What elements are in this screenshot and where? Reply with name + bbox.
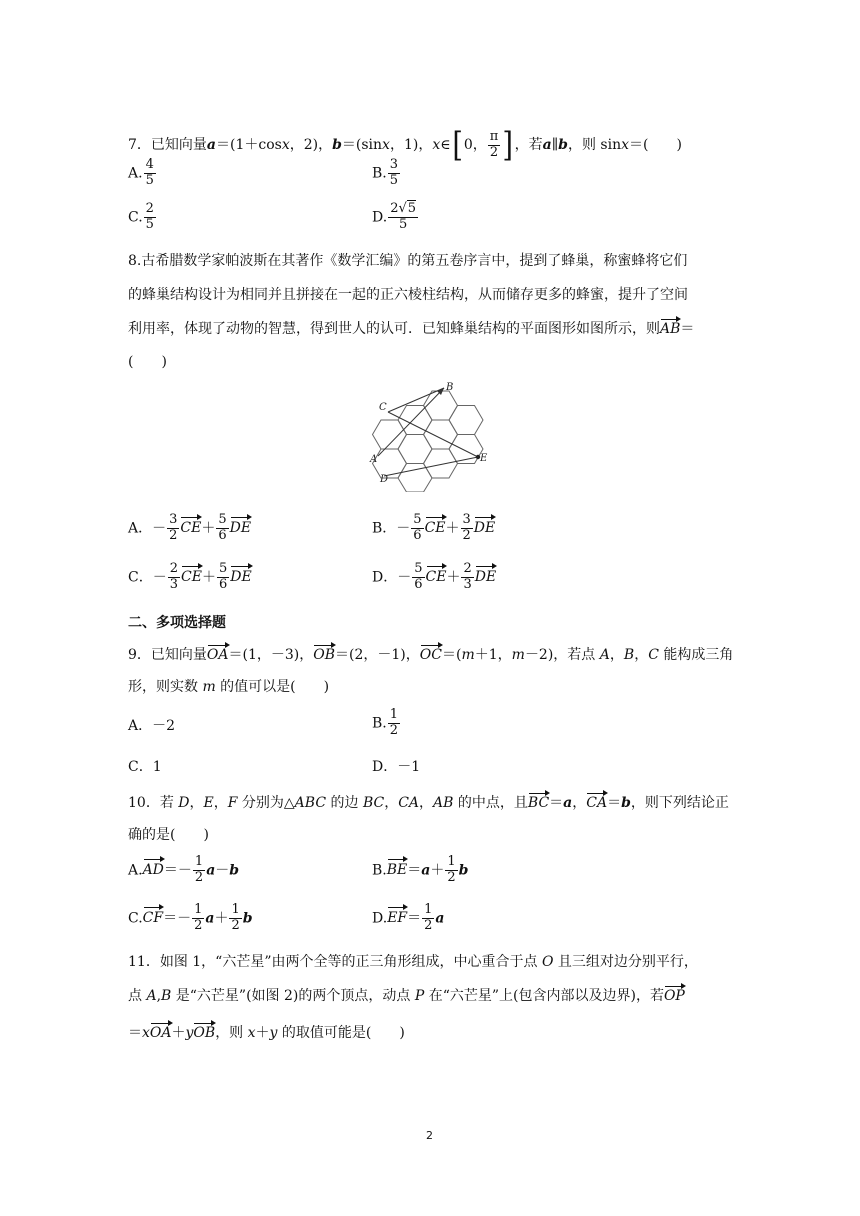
q8-option-a[interactable]: A．－ $\frac{3}{2}$ CE＋ $\frac{5}{6}$ DE (128, 512, 252, 543)
q9-line-2: 形，则实数 m 的值可以是( ) (128, 679, 330, 695)
q11-line-1: 11．如图 1，“六芒星”由两个全等的正三角形组成，中心重合于点 O 且三组对边分别平行， (128, 954, 698, 970)
q9-option-c[interactable]: C．1 (128, 759, 162, 775)
q8-line-4: ( ) (128, 354, 167, 370)
honeycomb-figure (366, 380, 506, 492)
q10-line-2: 确的是( ) (128, 827, 209, 843)
hexagon (449, 406, 483, 435)
section-heading: 二、多项选择题 (128, 615, 226, 631)
hexagon (398, 435, 432, 464)
q10-option-b[interactable]: B.BE＝a＋ $\frac{1}{2}$ b (372, 854, 469, 885)
hexagon (424, 391, 458, 420)
q7-option-b[interactable]: B. $\frac{3}{5}$ (372, 157, 399, 188)
label-d: D (380, 474, 389, 485)
q7-stem: 7．已知向量a＝(1＋cosx，2)，b＝(sinx，1)，x∈[0， $\frac{\pi}{2}$ ]，若a∥b，则 sinx＝( ) (128, 125, 682, 165)
label-e: E (480, 453, 488, 464)
q9-option-d[interactable]: D．－1 (372, 759, 421, 775)
q8-line-3: 利用率，体现了动物的智慧，得到世人的认可．已知蜂巢结构的平面图形如图所示，则AB＝ (128, 321, 695, 337)
label-c: C (379, 402, 387, 413)
q8-option-b[interactable]: B．－ $\frac{5}{6}$ CE＋ $\frac{3}{2}$ DE (372, 512, 496, 543)
q10-option-d[interactable]: D.EF＝ $\frac{1}{2}$ a (372, 902, 445, 933)
q7-option-d[interactable]: D. $\frac{2√5}{5}$ (372, 201, 417, 232)
vector-ab (378, 388, 444, 456)
q10-option-c[interactable]: C.CF＝－ $\frac{1}{2}$ a＋ $\frac{1}{2}$ b (128, 902, 253, 933)
label-a: A (370, 454, 378, 465)
page-number: 2 (426, 1129, 433, 1142)
q7-option-a[interactable]: A. $\frac{4}{5}$ (128, 157, 154, 188)
q9-line-1: 9．已知向量OA＝(1，－3)，OB＝(2，－1)，OC＝(m＋1，m－2)，若点 A，B，C 能构成三角 (128, 647, 734, 663)
q8-line-2: 的蜂巢结构设计为相同并且拼接在一起的正六棱柱结构，从而储存更多的蜂蜜，提升了空间 (128, 287, 688, 303)
q9-option-b[interactable]: B. $\frac{1}{2}$ (372, 707, 399, 738)
q10-option-a[interactable]: A.AD＝－ $\frac{1}{2}$ a－b (128, 854, 240, 885)
vector-de (384, 457, 478, 476)
q8-option-d[interactable]: D．－ $\frac{5}{6}$ CE＋ $\frac{2}{3}$ DE (372, 561, 497, 592)
hexagon (373, 449, 407, 478)
q10-line-1: 10．若 D，E，F 分别为△ABC 的边 BC，CA，AB 的中点，且BC＝a，CA＝b，则下列结论正 (128, 795, 729, 811)
q7-option-c[interactable]: C. $\frac{2}{5}$ (128, 201, 154, 232)
q11-line-3: ＝xOA＋yOB，则 x＋y 的取值可能是( ) (128, 1025, 405, 1041)
q8-option-c[interactable]: C．－ $\frac{2}{3}$ CE＋ $\frac{5}{6}$ DE (128, 561, 252, 592)
q9-option-a[interactable]: A．－2 (128, 718, 176, 734)
q11-line-2: 点 A,B 是“六芒星”(如图 2)的两个顶点，动点 P 在“六芒星”上(包含内部以及边界)，若OP (128, 988, 685, 1004)
hexagon (424, 449, 458, 478)
q8-line-1: 8.古希腊数学家帕波斯在其著作《数学汇编》的第五卷序言中，提到了蜂巢，称蜜蜂将它们 (128, 253, 688, 269)
label-b: B (446, 382, 454, 393)
interval: [0， $\frac{\pi}{2}$ ] (451, 125, 514, 165)
vector-cb (388, 388, 444, 412)
